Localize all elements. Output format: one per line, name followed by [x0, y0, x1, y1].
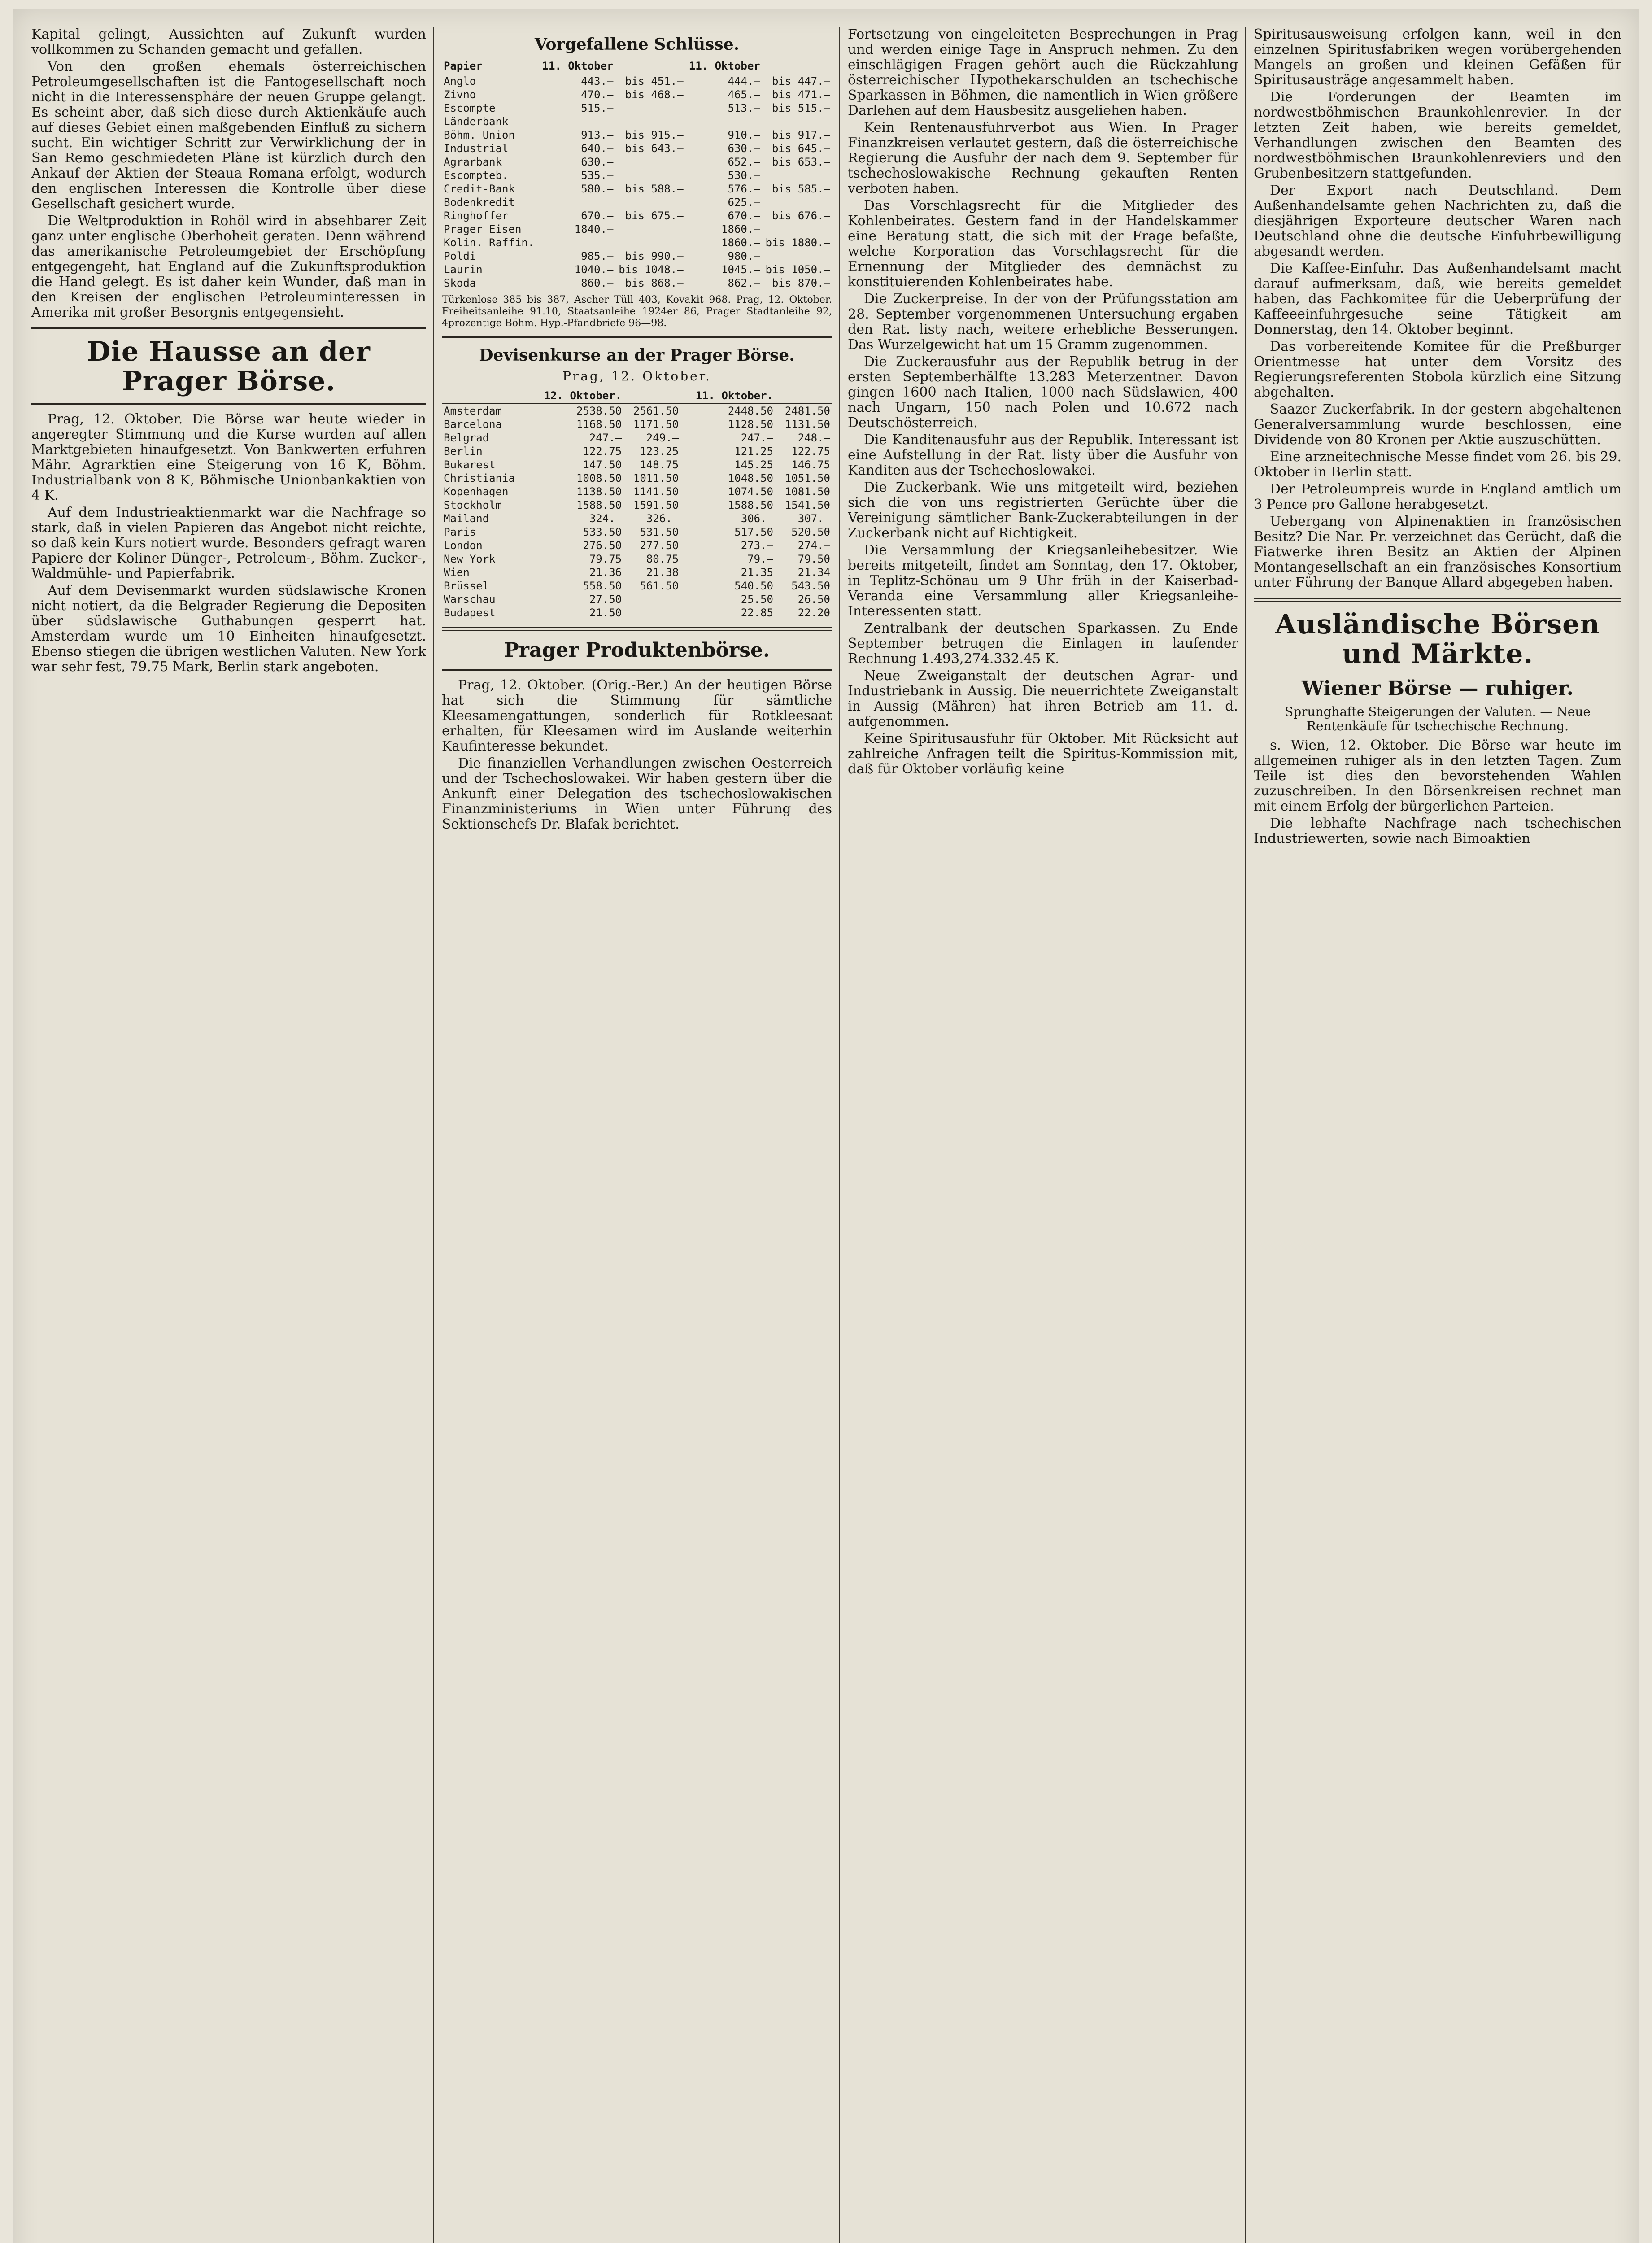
- table-cell: bis 471.—: [772, 88, 830, 101]
- table-cell: 1588.50: [576, 499, 622, 511]
- note-paragraph: Türkenlose 385 bis 387, Ascher Tüll 403, Kovakit 968. Prag, 12. Oktober. Freiheitsanleihe 91.10, Staatsanleihe 1924er 86, Prager Stadtanleihe 92, 4prozentige Böhm. Hyp.-Pfandbriefe 96—98.: [442, 294, 832, 329]
- column-1: [31, 27, 426, 2243]
- table-cell: 1131.50: [785, 418, 830, 431]
- table-cell: [623, 593, 680, 606]
- table-row-label: London: [444, 539, 483, 552]
- table-cell: [762, 169, 832, 182]
- table-cell: [615, 196, 685, 209]
- table-row-label: Amsterdam: [444, 405, 502, 417]
- table-row-label: Wien: [444, 566, 470, 579]
- table-cell: 121.25: [734, 445, 773, 458]
- column-rule: [1245, 27, 1246, 2243]
- table-row-label: Barcelona: [444, 418, 502, 431]
- table-cell: bis 675.—: [625, 209, 684, 222]
- table-cell: 513.—: [728, 102, 760, 114]
- article-paragraph: Die finanziellen Verhandlungen zwischen Oesterreich und der Tschechoslowakei. Wir haben gestern über die Ankunft einer Delegation des tschechoslowakischen Finanzministeriums in Wien unter Führung des Sektionschefs Dr. Blafak berichtet.: [442, 755, 832, 832]
- article-paragraph: Auf dem Industrieaktienmarkt war die Nachfrage so stark, daß in vielen Papieren das Angebot nicht reichte, so daß kein Kurs notiert wurde. Besonders gefragt waren Papiere der Koliner Dünger-, Petroleum-, Böhm. Zucker-, Waldmühle- und Papierfabrik.: [31, 505, 426, 581]
- table-cell: 558.50: [583, 580, 622, 592]
- table-cell: 1168.50: [576, 418, 622, 431]
- table-header-row: [442, 58, 832, 74]
- table-cell: 1040.—: [574, 263, 614, 276]
- column-4: [1254, 27, 1621, 2243]
- table-cell: 1541.50: [785, 499, 830, 511]
- table-cell: 1045.—: [721, 263, 760, 276]
- section-divider: [442, 627, 832, 631]
- table-cell: 561.50: [640, 580, 679, 592]
- table-row: [442, 249, 832, 263]
- table-cell: 535.—: [581, 169, 614, 182]
- table-row: [442, 276, 832, 290]
- table-title: Vorgefallene Schlüsse.: [534, 35, 740, 54]
- table-row-label: Kolin. Raffin.: [444, 236, 535, 249]
- table-row-label: Bukarest: [444, 458, 496, 471]
- table-row-label: Laurin: [444, 263, 483, 276]
- article-paragraph: Von den großen ehemals österreichischen Petroleumgesellschaften ist die Fantogesellschaft noch nicht in die Interessensphäre der neuen Gruppe gelangt. Es scheint aber, daß sich diese durch Aktienkäufe auch auf dieses Gebiet einen maßgebenden Einfluß zu sichern sucht. Ein wichtiger Schritt zur Verwirklichung der in San Remo geschmiedeten Pläne ist kürzlich durch den Ankauf der Aktien der Steaua Romana erfolgt, wodurch den englischen Interessen die Kontrolle über diese Gesellschaft gesichert wurde.: [31, 59, 426, 212]
- table-cell: 1860.—: [721, 223, 760, 236]
- article-paragraph: Zentralbank der deutschen Sparkassen. Zu Ende September betrugen die Einlagen in laufender Rechnung 1.493,274.332.45 K.: [848, 620, 1238, 667]
- table-row-label: Belgrad: [444, 432, 489, 444]
- table-cell: bis 990.—: [625, 250, 684, 262]
- table-row-label: Industrial: [444, 142, 509, 155]
- table-row: [442, 223, 832, 236]
- table-cell: 79.—: [747, 553, 773, 565]
- table-row: [442, 142, 832, 155]
- table-row-label: Länderbank: [444, 115, 509, 128]
- table-row: [442, 498, 832, 512]
- table-cell: 273.—: [741, 539, 773, 552]
- article-paragraph: Die Zuckerausfuhr aus der Republik betrug in der ersten Septemberhälfte 13.283 Meterzentner. Davon gingen 1600 nach Italien, 1000 nach Südslawien, 400 nach Ungarn, 150 nach Polen und 10.672 nach Deutschösterreich.: [848, 354, 1238, 431]
- table-cell: bis 1880.—: [765, 236, 830, 249]
- table-cell: 1074.50: [728, 485, 773, 498]
- top-fragment: Kapital gelingt, Aussichten auf Zukunft wurden vollkommen zu Schanden gemacht und gefallen.: [31, 27, 426, 57]
- table-row-label: Agrarbank: [444, 156, 502, 168]
- table-cell: 540.50: [734, 580, 773, 592]
- table-header: Papier: [442, 58, 538, 74]
- table-cell: bis 515.—: [772, 102, 830, 114]
- table-cell: 21.34: [798, 566, 830, 579]
- table-header: [775, 388, 832, 404]
- table-row-label: Kopenhagen: [444, 485, 509, 498]
- table-cell: bis 451.—: [625, 75, 684, 87]
- table-row-label: Zivno: [444, 88, 476, 101]
- table-row: [442, 115, 832, 128]
- article-paragraph: Fortsetzung von eingeleiteten Besprechungen in Prag und werden einige Tage in Anspruch nehmen. Zu den einschlägigen Fragen gehört auch die Rückzahlung österreichischer Hypothekarschulden an tschechische Sparkassen in Böhmen, die namentlich in Wien größere Darlehen auf dem Hausbesitz ausgeliehen haben.: [848, 27, 1238, 118]
- table-row: [442, 552, 832, 566]
- table-row: [442, 74, 832, 88]
- table-cell: [538, 236, 615, 249]
- table-cell: 306.—: [741, 512, 773, 525]
- table-cell: bis 676.—: [772, 209, 830, 222]
- table-cell: 580.—: [581, 183, 614, 195]
- table-cell: 247.—: [741, 432, 773, 444]
- article-paragraph: Der Petroleumpreis wurde in England amtlich um 3 Pence pro Gallone herabgesetzt.: [1254, 481, 1621, 512]
- table-cell: 79.50: [798, 553, 830, 565]
- table-row: [442, 418, 832, 431]
- table-cell: bis 588.—: [625, 183, 684, 195]
- table-cell: 1138.50: [576, 485, 622, 498]
- table-cell: bis 1048.—: [619, 263, 684, 276]
- table-row: [442, 525, 832, 539]
- section-divider: [31, 403, 426, 405]
- table-row-label: Bodenkredit: [444, 196, 515, 209]
- table-row-label: Brüssel: [444, 580, 489, 592]
- table-row: [442, 606, 832, 620]
- table-cell: 1141.50: [633, 485, 679, 498]
- table-cell: [762, 196, 832, 209]
- article-paragraph: Die Zuckerpreise. In der von der Prüfungsstation am 28. September vorgenommenen Untersuchung ergaben den Rat. listy nach, weitere erhebliche Besserungen. Das Wurzelgewicht hat um 15 Gramm zugenommen.: [848, 291, 1238, 353]
- closing-quotes-table: [442, 58, 832, 290]
- article-paragraph: Eine arzneitechnische Messe findet vom 26. bis 29. Oktober in Berlin statt.: [1254, 449, 1621, 480]
- table-cell: [615, 155, 685, 169]
- article-paragraph: Das Vorschlagsrecht für die Mitglieder des Kohlenbeirates. Gestern fand in der Handelskammer eine Beratung statt, die sich mit der Frage befaßte, welche Korporation das Vorschlagsrecht für die Ernennung der Mitglieder des demnächst zu konstituierenden Kohlenbeirates habe.: [848, 198, 1238, 290]
- table-cell: 79.75: [589, 553, 622, 565]
- article-paragraph: Kein Rentenausfuhrverbot aus Wien. In Prager Finanzkreisen verlautet gestern, daß die österreichische Regierung die Ausfuhr der nach dem 9. September für tschechoslowakische Rechnung gekauften Renten verboten haben.: [848, 120, 1238, 196]
- table-cell: 2448.50: [728, 405, 773, 417]
- table-cell: 1011.50: [633, 472, 679, 484]
- table-cell: 1171.50: [633, 418, 679, 431]
- table-row-label: Stockholm: [444, 499, 502, 511]
- table-row-label: Skoda: [444, 277, 476, 289]
- section-divider: [1254, 598, 1621, 602]
- table-header: [623, 388, 680, 404]
- table-cell: 443.—: [581, 75, 614, 87]
- table-cell: [538, 196, 615, 209]
- table-cell: 274.—: [798, 539, 830, 552]
- article-paragraph: Das vorbereitende Komitee für die Preßburger Orientmesse hat unter dem Vorsitz des Regierungsreferenten Stobola kürzlich eine Sitzung abgehalten.: [1254, 339, 1621, 400]
- table-cell: [615, 169, 685, 182]
- table-row-label: New York: [444, 553, 496, 565]
- table-cell: 26.50: [798, 593, 830, 606]
- table-row-label: Credit-Bank: [444, 183, 515, 195]
- article-paragraph: Die Kanditenausfuhr aus der Republik. Interessant ist eine Aufstellung in der Rat. listy über die Ausfuhr von Kanditen aus der Tschechoslowakei.: [848, 432, 1238, 478]
- table-cell: 1591.50: [633, 499, 679, 511]
- table-cell: 465.—: [728, 88, 760, 101]
- column-3: [848, 27, 1238, 2243]
- table-cell: 247.—: [589, 432, 622, 444]
- table-row-label: Mailand: [444, 512, 489, 525]
- table-header: [762, 58, 832, 74]
- table-cell: [538, 115, 615, 128]
- table-cell: 277.50: [640, 539, 679, 552]
- article-paragraph: Die Kaffee-Einfuhr. Das Außenhandelsamt macht darauf aufmerksam, daß, wie bereits gemeldet haben, das Fachkomitee für die Ueberprüfung der Kaffeeeinfuhrgesuche seine Tätigkeit am Donnerstag, den 14. Oktober beginnt.: [1254, 261, 1621, 337]
- table-cell: 652.—: [728, 156, 760, 168]
- article-paragraph: Auf dem Devisenmarkt wurden südslawische Kronen nicht notiert, da die Belgrader Regierung die Depositen über südslawische Guthabungen gesperrt hat. Amsterdam wurde um 10 Einheiten hinaufgesetzt. Ebenso stiegen die übrigen westlichen Valuten. New York war sehr fest, 79.75 Mark, Berlin stark angeboten.: [31, 583, 426, 675]
- table-row: [442, 236, 832, 249]
- column-rule: [433, 27, 434, 2243]
- table-cell: 640.—: [581, 142, 614, 155]
- table-cell: 2561.50: [633, 405, 679, 417]
- table-cell: 145.25: [734, 458, 773, 471]
- table-cell: 1128.50: [728, 418, 773, 431]
- table-title: Devisenkurse an der Prager Börse.: [479, 346, 795, 365]
- table-row: [442, 539, 832, 552]
- table-cell: 21.38: [646, 566, 679, 579]
- table-row: [442, 566, 832, 579]
- table-row: [442, 471, 832, 485]
- table-cell: [615, 101, 685, 115]
- table-cell: 148.75: [640, 458, 679, 471]
- table-cell: 1051.50: [785, 472, 830, 484]
- table-cell: 517.50: [734, 526, 773, 538]
- article-paragraph: Die Weltproduktion in Rohöl wird in absehbarer Zeit ganz unter englische Oberhoheit geraten. Denn während das amerikanische Petroleumgebiet der Erschöpfung entgegengeht, hat England auf die Zukunftsproduktion die Hand gelegt. Es ist daher kein Wunder, daß man in den Kreisen der englischen Petroleuminteressen in Amerika mit großer Besorgnis entgegensieht.: [31, 213, 426, 320]
- table-cell: [762, 249, 832, 263]
- article-paragraph: Saazer Zuckerfabrik. In der gestern abgehaltenen Generalversammlung wurde beschlossen, eine Dividende von 80 Kronen per Aktie auszuschütten.: [1254, 401, 1621, 448]
- table-cell: 862.—: [728, 277, 760, 289]
- table-row: [442, 182, 832, 196]
- table-cell: [615, 236, 685, 249]
- table-cell: 1081.50: [785, 485, 830, 498]
- table-cell: 913.—: [581, 129, 614, 141]
- table-cell: bis 585.—: [772, 183, 830, 195]
- table-cell: 123.25: [640, 445, 679, 458]
- table-header: [615, 58, 685, 74]
- table-cell: 22.85: [741, 607, 773, 619]
- table-cell: 630.—: [581, 156, 614, 168]
- table-cell: 146.75: [791, 458, 830, 471]
- article-paragraph: Neue Zweiganstalt der deutschen Agrar- und Industriebank in Aussig. Die neuerrichtete Zweiganstalt in Aussig (Mähren) hat ihren Betrieb am 11. d. aufgenommen.: [848, 668, 1238, 729]
- table-cell: 520.50: [791, 526, 830, 538]
- table-row: [442, 431, 832, 445]
- table-cell: 576.—: [728, 183, 760, 195]
- table-row-label: Berlin: [444, 445, 483, 458]
- table-cell: 625.—: [728, 196, 760, 209]
- table-cell: 670.—: [728, 209, 760, 222]
- article-paragraph: Die Versammlung der Kriegsanleihebesitzer. Wie bereits mitgeteilt, findet am Sonntag, den 17. Oktober, in Teplitz-Schönau um 9 Uhr früh in der Kaiserbad-Veranda eine Versammlung aller Kriegsanleihe-Interessenten statt.: [848, 542, 1238, 619]
- table-header: [442, 388, 529, 404]
- article-paragraph: Die Zuckerbank. Wie uns mitgeteilt wird, beziehen sich die von uns registrierten Gerüchte über die Vereinigung sämtlicher Bank-Zuckerabteilungen in der Zuckerbank nicht auf Richtigkeit.: [848, 480, 1238, 541]
- table-cell: 25.50: [741, 593, 773, 606]
- section-divider: [442, 336, 832, 338]
- table-cell: 1860.—: [721, 236, 760, 249]
- table-cell: [615, 115, 685, 128]
- article-paragraph: s. Wien, 12. Oktober. Die Börse war heute im allgemeinen ruhiger als in den letzten Tagen. Zum Teile ist dies den bevorstehenden Wahlen zuzuschreiben. In den Börsenkreisen rechnet man mit einem Erfolg der bürgerlichen Parteien.: [1254, 737, 1621, 814]
- table-row: [442, 593, 832, 606]
- table-cell: 307.—: [798, 512, 830, 525]
- table-row: [442, 404, 832, 418]
- table-cell: 630.—: [728, 142, 760, 155]
- table-cell: 324.—: [589, 512, 622, 525]
- table-cell: 147.50: [583, 458, 622, 471]
- table-row-label: Ringhoffer: [444, 209, 509, 222]
- article-paragraph: Die Forderungen der Beamten im nordwestböhmischen Braunkohlenrevier. In der letzten Zeit haben, wie bereits gemeldet, Verhandlungen zwischen den Beamten des nordwestböhmischen Braunkohlenreviers und den Grubenbesitzern stattgefunden.: [1254, 89, 1621, 181]
- table-cell: [762, 223, 832, 236]
- table-cell: 276.50: [583, 539, 622, 552]
- table-row: [442, 196, 832, 209]
- table-header: 11. Oktober.: [680, 388, 775, 404]
- article-headline: Die Hausse an der Prager Börse.: [87, 336, 371, 397]
- table-row: [442, 512, 832, 525]
- article-paragraph: Spiritusausweisung erfolgen kann, weil in den einzelnen Spiritusfabriken wegen vorübergehenden Mangels an großen und kleinen Gefäßen für Spiritusausträge angesammelt haben.: [1254, 27, 1621, 88]
- currency-quotes-table: [442, 388, 832, 620]
- table-cell: [762, 115, 832, 128]
- table-cell: 249.—: [646, 432, 679, 444]
- table-cell: 985.—: [581, 250, 614, 262]
- table-subtitle: Prag, 12. Oktober.: [562, 369, 711, 384]
- table-row: [442, 209, 832, 223]
- column-2: [442, 27, 832, 2243]
- table-cell: 22.20: [798, 607, 830, 619]
- table-row-label: Paris: [444, 526, 476, 538]
- table-header: 11. Oktober: [538, 58, 615, 74]
- table-cell: bis 870.—: [772, 277, 830, 289]
- table-row: [442, 101, 832, 115]
- table-row-label: Warschau: [444, 593, 496, 606]
- table-header-row: [442, 388, 832, 404]
- table-row-label: Anglo: [444, 75, 476, 87]
- table-cell: 2481.50: [785, 405, 830, 417]
- table-cell: bis 868.—: [625, 277, 684, 289]
- table-row-label: Escompteb.: [444, 169, 509, 182]
- table-cell: 1008.50: [576, 472, 622, 484]
- article-headline: Prager Produktenbörse.: [504, 639, 770, 662]
- table-row: [442, 155, 832, 169]
- article-paragraph: Der Export nach Deutschland. Dem Außenhandelsamte gehen Nachrichten zu, daß die diesjährigen Exporteure deutscher Waren nach Deutschland ohne die deutsche Einfuhrbewilligung abgesandt werden.: [1254, 183, 1621, 259]
- table-cell: bis 447.—: [772, 75, 830, 87]
- article-paragraph: Die lebhafte Nachfrage nach tschechischen Industriewerten, sowie nach Bimoaktien: [1254, 816, 1621, 847]
- table-cell: 444.—: [728, 75, 760, 87]
- table-cell: 1048.50: [728, 472, 773, 484]
- table-row: [442, 169, 832, 182]
- table-row: [442, 485, 832, 498]
- table-cell: bis 468.—: [625, 88, 684, 101]
- table-cell: 2538.50: [576, 405, 622, 417]
- table-cell: 21.36: [589, 566, 622, 579]
- table-cell: bis 653.—: [772, 156, 830, 168]
- table-cell: 470.—: [581, 88, 614, 101]
- table-row: [442, 128, 832, 142]
- table-cell: 80.75: [646, 553, 679, 565]
- table-row: [442, 263, 832, 276]
- table-cell: 910.—: [728, 129, 760, 141]
- table-row-label: Christiania: [444, 472, 515, 484]
- table-cell: [685, 115, 762, 128]
- article-subhead: Sprunghafte Steigerungen der Valuten. — Neue Rentenkäufe für tschechische Rechnung.: [1285, 704, 1591, 733]
- article-paragraph: Prag, 12. Oktober. Die Börse war heute wieder in angeregter Stimmung und die Kurse wurden auf allen Marktgebieten hinaufgesetzt. Von Bankwerten erfuhren Mähr. Agrarktien eine Steigerung von 16 K, Böhm. Industrialbank von 8 K, Böhmische Unionbankaktien von 4 K.: [31, 411, 426, 503]
- table-cell: 533.50: [583, 526, 622, 538]
- table-cell: 530.—: [728, 169, 760, 182]
- table-row-label: Prager Eisen: [444, 223, 522, 236]
- table-cell: 27.50: [589, 593, 622, 606]
- article-paragraph: Prag, 12. Oktober. (Orig.-Ber.) An der heutigen Börse hat sich die Stimmung für sämtliche Kleesamengattungen, sonderlich für Rotkleesaat erhalten, für Kleesamen wird im Auslande weiterhin Kaufinteresse bekundet.: [442, 677, 832, 754]
- table-cell: bis 645.—: [772, 142, 830, 155]
- table-row-label: Escompte: [444, 102, 496, 114]
- article-paragraph: Uebergang von Alpinenaktien in französischen Besitz? Die Nar. Pr. verzeichnet das Gerücht, daß die Fiatwerke ihren Besitz an Aktien der Alpinen Montangesellschaft an ein französisches Konsortium unter Führung der Banque Allard abgegeben haben.: [1254, 514, 1621, 590]
- table-cell: 531.50: [640, 526, 679, 538]
- column-rule: [839, 27, 840, 2243]
- table-cell: 1840.—: [574, 223, 614, 236]
- table-cell: 248.—: [798, 432, 830, 444]
- table-cell: 122.75: [791, 445, 830, 458]
- table-cell: 670.—: [581, 209, 614, 222]
- table-row-label: Budapest: [444, 607, 496, 619]
- article-headline: Wiener Börse — ruhiger.: [1301, 677, 1574, 700]
- table-cell: 980.—: [728, 250, 760, 262]
- table-cell: 1588.50: [728, 499, 773, 511]
- section-divider: [31, 327, 426, 329]
- table-cell: 860.—: [581, 277, 614, 289]
- table-row: [442, 458, 832, 471]
- table-cell: 21.35: [741, 566, 773, 579]
- section-divider: [442, 669, 832, 671]
- table-cell: bis 915.—: [625, 129, 684, 141]
- table-cell: [623, 606, 680, 620]
- section-headline: Ausländische Börsen und Märkte.: [1275, 609, 1600, 670]
- table-cell: 543.50: [791, 580, 830, 592]
- table-cell: 515.—: [581, 102, 614, 114]
- table-row: [442, 88, 832, 101]
- table-cell: 21.50: [589, 607, 622, 619]
- newspaper-page: [13, 9, 1639, 2243]
- table-cell: 326.—: [646, 512, 679, 525]
- table-header: 12. Oktober.: [529, 388, 623, 404]
- article-paragraph: Keine Spiritusausfuhr für Oktober. Mit Rücksicht auf zahlreiche Anfragen teilt die Spiritus-Kommission mit, daß für Oktober vorläufig keine: [848, 731, 1238, 777]
- table-row-label: Poldi: [444, 250, 476, 262]
- table-cell: bis 1050.—: [765, 263, 830, 276]
- table-row: [442, 579, 832, 593]
- table-cell: bis 917.—: [772, 129, 830, 141]
- table-cell: 122.75: [583, 445, 622, 458]
- table-cell: [615, 223, 685, 236]
- table-row: [442, 445, 832, 458]
- table-cell: bis 643.—: [625, 142, 684, 155]
- table-row-label: Böhm. Union: [444, 129, 515, 141]
- table-header: 11. Oktober: [685, 58, 762, 74]
